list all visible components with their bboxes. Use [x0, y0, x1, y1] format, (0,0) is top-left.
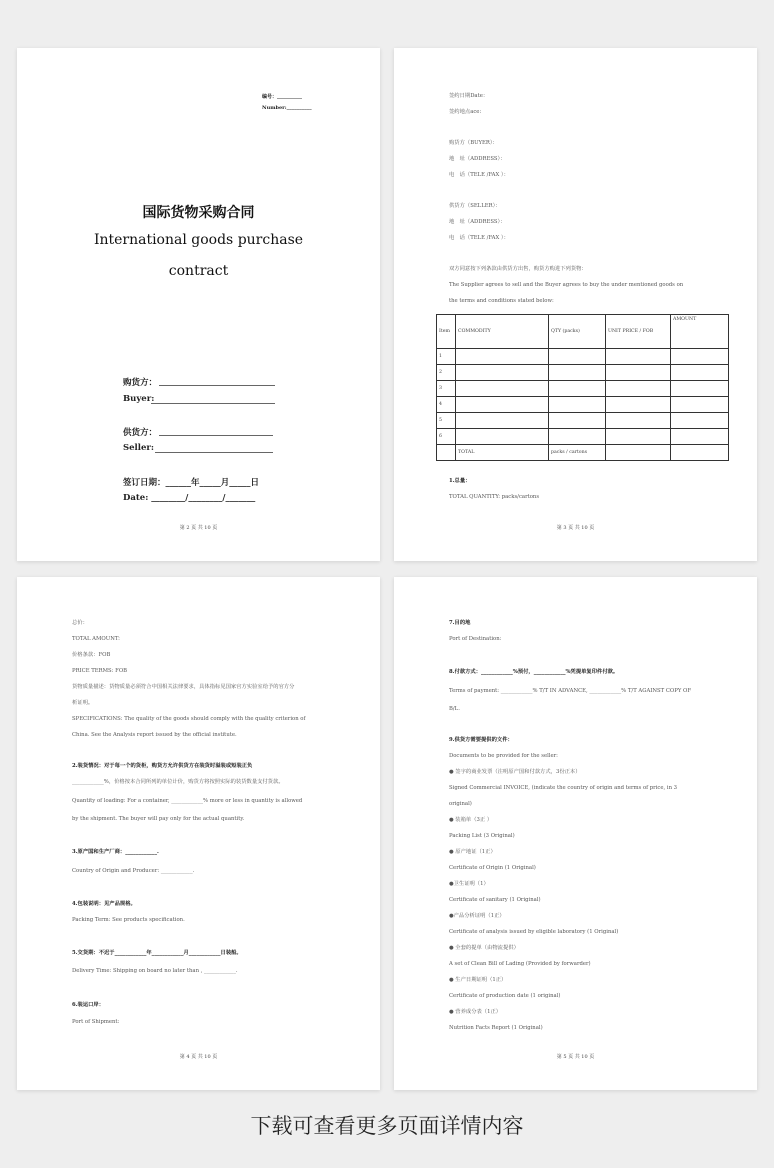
text-line: ●产品分析证明（1正）	[449, 913, 505, 919]
section-heading: 2.装货情况：对于每一个的货柜，购货方允许供货方在装货时溢装或短装正负	[72, 763, 253, 769]
goods-table	[436, 314, 729, 461]
text-line: 货物质量描述：货物质量必须符合中国相关法律要求，具体指标见国家官方实验室给予的官方分	[72, 684, 295, 690]
seller-address-line: 地 址（ADDRESS）：	[449, 219, 506, 225]
row-item: 5	[437, 413, 456, 429]
table-cell	[671, 445, 729, 461]
buyer-en-label: Buyer:	[123, 394, 155, 404]
seller-en-line	[155, 452, 273, 453]
text-line: Certificate of production date (1 original)	[449, 993, 561, 999]
section-heading: 7.目的地	[449, 620, 471, 626]
table-cell	[549, 381, 606, 397]
table-cell	[437, 445, 456, 461]
text-line: by the shipment. The buyer will pay only for the actual quantity.	[72, 816, 245, 822]
sign-place-line: 签约地点ace:	[449, 109, 482, 115]
page-footer: 第 5 页 共 10 页	[556, 1054, 595, 1060]
buyer-cn-line	[159, 385, 275, 386]
table-row	[437, 365, 729, 381]
table-row	[437, 381, 729, 397]
total-unit: packs / cartons	[549, 445, 606, 461]
sign-date-cn: 签订日期：______年_____月_____日	[123, 478, 260, 488]
text-line: Delivery Time: Shipping on board no later than , ____________.	[72, 968, 238, 974]
text-line: Port of Destination:	[449, 636, 502, 642]
title-chinese: 国际货物采购合同	[142, 205, 255, 221]
table-cell	[549, 365, 606, 381]
table-row	[437, 397, 729, 413]
text-line: ● 原产地证（1正）	[449, 849, 496, 855]
table-cell	[549, 349, 606, 365]
text-line: Signed Commercial INVOICE, (indicate the country of origin and terms of price, in 3	[449, 785, 678, 791]
header-qty: QTY (packs)	[549, 315, 606, 349]
text-line: original)	[449, 801, 472, 807]
page-footer: 第 4 页 共 10 页	[179, 1054, 218, 1060]
table-total-row	[437, 445, 729, 461]
table-cell	[456, 429, 549, 445]
text-line: ●卫生证明（1）	[449, 881, 489, 887]
table-cell	[606, 349, 671, 365]
table-cell	[671, 349, 729, 365]
section-heading: 8.付款方式：____________%预付，____________%凭提单复印件付款。	[449, 669, 619, 675]
table-row	[437, 349, 729, 365]
table-cell	[671, 429, 729, 445]
table-cell	[671, 397, 729, 413]
section-heading: 4.包装说明：见产品规格。	[72, 901, 136, 907]
table-cell	[549, 413, 606, 429]
header-unit-price: UNIT PRICE / FOB	[606, 315, 671, 349]
header-item: Item	[437, 315, 456, 349]
row-item: 6	[437, 429, 456, 445]
page-footer: 第 3 页 共 10 页	[556, 525, 595, 531]
text-line: 价格条款：FOB	[72, 652, 111, 658]
table-cell	[456, 365, 549, 381]
table-header-row	[437, 315, 729, 349]
text-line: Certificate of Origin (1 Original)	[449, 865, 536, 871]
table-cell	[671, 381, 729, 397]
header-amount: AMOUNT	[671, 315, 729, 349]
agreement-en-2: the terms and conditions stated below:	[449, 298, 554, 304]
table-cell	[606, 445, 671, 461]
seller-en-label: Seller:	[123, 443, 155, 453]
text-line: Documents to be provided for the seller:	[449, 753, 558, 759]
seller-tel-line: 电 话（TELE /FAX ）：	[449, 235, 509, 241]
seller-line: 供货方（SELLER）：	[449, 203, 501, 209]
title-english-line1: International goods purchase	[93, 232, 304, 248]
total-quantity-en: TOTAL QUANTITY: packs/cartons	[449, 494, 540, 500]
text-line: Country of Origin and Producer: ____________.	[72, 868, 195, 874]
text-line: A set of Clean Bill of Lading (Provided by forwarder)	[449, 961, 591, 967]
contract-number-en-label: Number:__________	[262, 105, 312, 111]
buyer-address-line: 地 址（ADDRESS）：	[449, 156, 506, 162]
table-cell	[606, 429, 671, 445]
buyer-en-line	[151, 403, 275, 404]
text-line: ● 生产日期证明（1正）	[449, 977, 507, 983]
seller-cn-label: 供货方：	[123, 428, 158, 438]
document-page-cover	[17, 48, 380, 561]
row-item: 4	[437, 397, 456, 413]
total-label: TOTAL	[456, 445, 549, 461]
sign-date-en: Date: ________/________/_______	[123, 493, 256, 503]
text-line: ____________%，价格按本合同所列的单位计价，购货方将按照实际的装货数量支付货款。	[72, 779, 284, 785]
section-heading: 6.装运口岸：	[72, 1002, 105, 1008]
table-cell	[606, 413, 671, 429]
section-heading: 3.原产国和生产厂商：____________.	[72, 849, 159, 855]
sign-date-line: 签约日期Date：	[449, 93, 489, 99]
text-line: TOTAL AMOUNT:	[72, 636, 120, 642]
table-cell	[456, 381, 549, 397]
text-line: Packing List (3 Original)	[449, 833, 515, 839]
agreement-en-1: The Supplier agrees to sell and the Buyer agrees to buy the under mentioned goods on	[449, 282, 684, 288]
text-line: ● 装箱单（3正 ）	[449, 817, 493, 823]
table-row	[437, 429, 729, 445]
row-item: 1	[437, 349, 456, 365]
buyer-line: 购货方（BUYER）：	[449, 140, 498, 146]
table-cell	[549, 429, 606, 445]
text-line: PRICE TERMS: FOB	[72, 668, 128, 674]
table-cell	[606, 381, 671, 397]
table-cell	[671, 413, 729, 429]
text-line: Packing Term: See products specification.	[72, 917, 185, 923]
document-page-terms	[17, 577, 380, 1090]
title-english-line2: contract	[168, 263, 229, 279]
text-line: Certificate of analysis issued by eligible laboratory (1 Original)	[449, 929, 619, 935]
total-quantity-cn: 1.总量：	[449, 478, 471, 484]
table-cell	[456, 413, 549, 429]
download-more-caption: 下载可查看更多页面详情内容	[250, 1114, 524, 1138]
document-page-parties	[394, 48, 757, 561]
seller-cn-line	[159, 435, 273, 436]
table-cell	[606, 365, 671, 381]
text-line: Certificate of sanitary (1 Original)	[449, 897, 541, 903]
text-line: Quantity of loading: For a container, ____________% more or less in quantity is allowed	[72, 798, 303, 804]
page-footer: 第 2 页 共 10 页	[179, 525, 218, 531]
table-cell	[456, 349, 549, 365]
buyer-cn-label: 购货方：	[123, 378, 158, 388]
text-line: Nutrition Facts Report (1 Original)	[449, 1025, 543, 1031]
table-cell	[549, 397, 606, 413]
header-commodity: COMMODITY	[456, 315, 549, 349]
text-line: ● 签字的商业发票（注明原产国和付款方式，3份正本）	[449, 769, 581, 775]
row-item: 3	[437, 381, 456, 397]
text-line: Port of Shipment:	[72, 1019, 120, 1025]
row-item: 2	[437, 365, 456, 381]
text-line: 析证明。	[72, 700, 94, 706]
text-line: Terms of payment: ____________% T/T IN ADVANCE, ____________% T/T AGAINST COPY OF	[449, 688, 692, 694]
agreement-cn: 双方同意按下列条款由供货方出售，购货方购进下列货物：	[449, 266, 587, 272]
contract-number-label: 编号：__________	[262, 94, 303, 100]
section-heading: 5.交货期：不迟于____________年____________月____________日装船。	[72, 950, 242, 956]
text-line: ● 营养成分表（1正）	[449, 1009, 502, 1015]
table-cell	[671, 365, 729, 381]
text-line: SPECIFICATIONS: The quality of the goods should comply with the quality criterion of	[72, 716, 306, 722]
text-line: B/L.	[449, 706, 460, 712]
table-row	[437, 413, 729, 429]
table-cell	[606, 397, 671, 413]
document-page-documents	[394, 577, 757, 1090]
buyer-tel-line: 电 话（TELE /FAX ）：	[449, 172, 509, 178]
text-line: ● 全套的提单（由物流提供）	[449, 945, 519, 951]
section-heading: 9.供货方需要提供的文件：	[449, 737, 513, 743]
table-cell	[456, 397, 549, 413]
text-line: 总价：	[72, 620, 88, 626]
text-line: China. See the Analysis report issued by the official institute.	[72, 732, 237, 738]
